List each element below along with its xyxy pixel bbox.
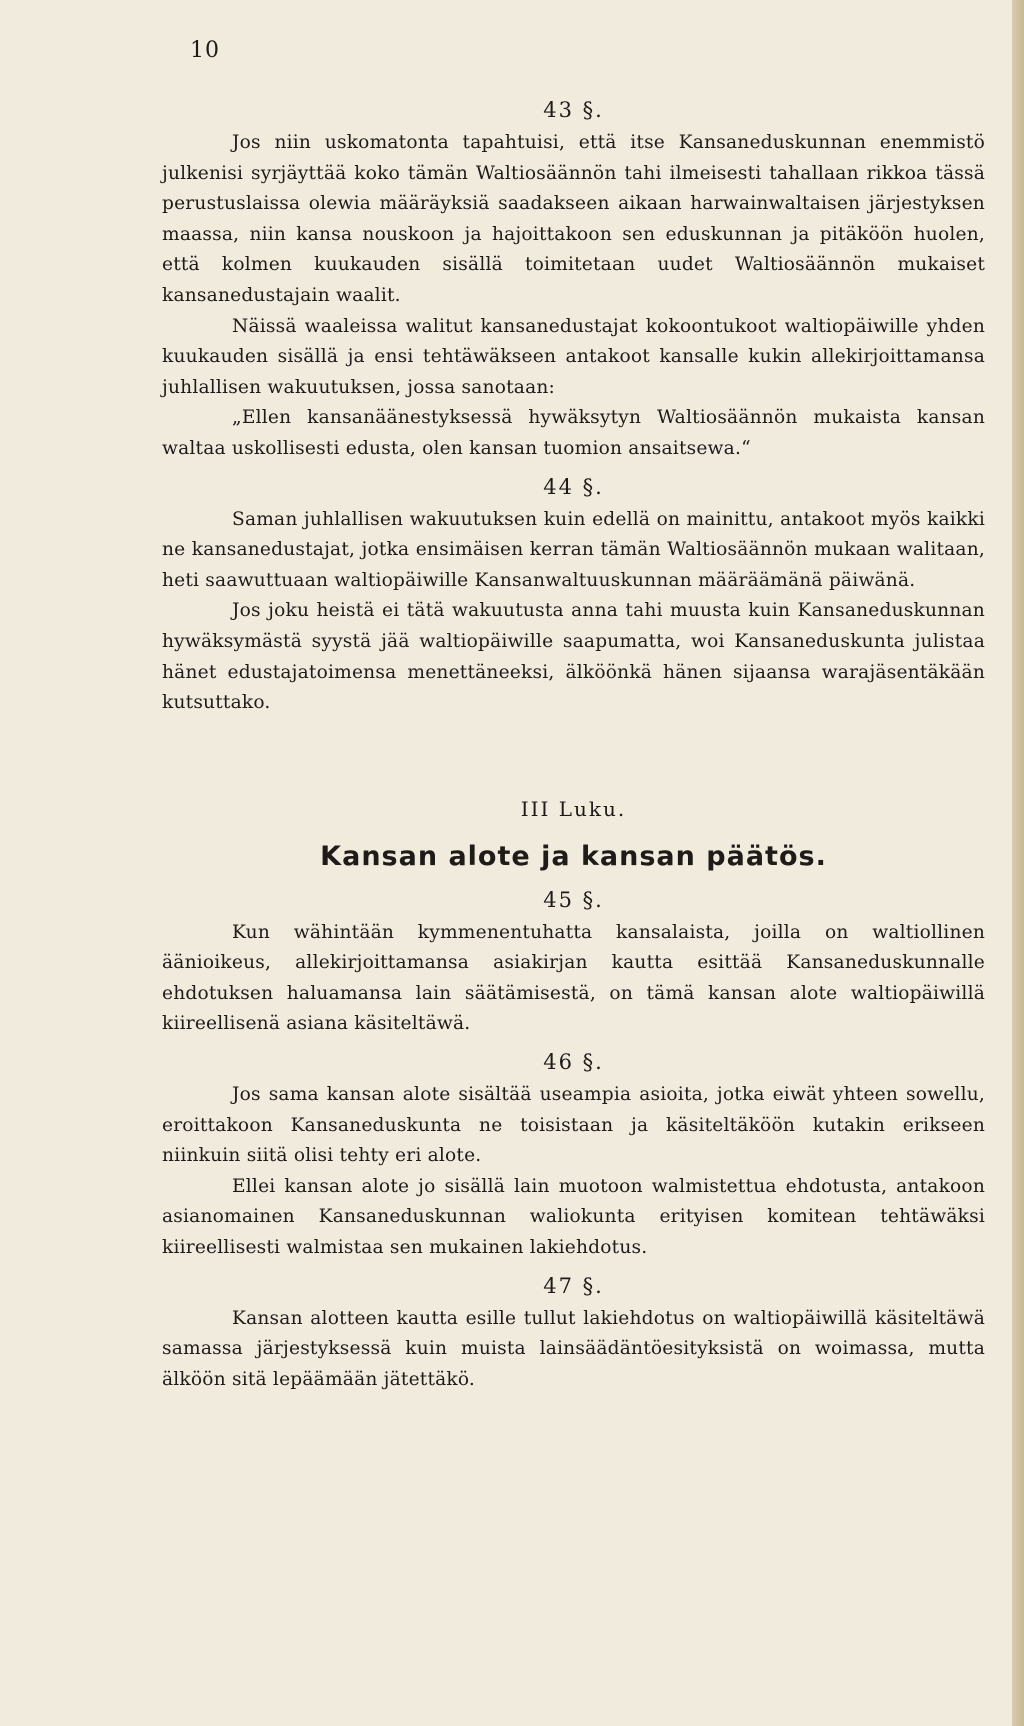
page-text bbox=[162, 96, 985, 1395]
section-43-heading: 43 §. bbox=[543, 98, 604, 122]
section-46-heading: 46 §. bbox=[543, 1050, 604, 1075]
section-44-paragraph-2: Jos joku heistä ei tätä wakuutusta anna tahi muusta kuin Kansaneduskunnan hywäksymästä syystä jää waltiopäiwille saapumatta, woi Kansaneduskunta julistaa hänet edustajatoimensa menettäneeksi, älköönkä hänen sijaansa warajäsentäkään kutsuttako. bbox=[162, 600, 985, 714]
section-45-heading: 45 §. bbox=[543, 887, 604, 912]
page-edge bbox=[1012, 0, 1024, 1726]
section-44-heading: 44 §. bbox=[543, 474, 604, 499]
section-47-paragraph-1: Kansan alotteen kautta esille tullut lakiehdotus on waltiopäiwillä käsiteltäwä samassa järjestyksessä kuin muista lainsäädäntöesityksistä on woimassa, mutta älköön sitä lepäämään jätettäkö. bbox=[162, 1307, 985, 1390]
section-47-heading: 47 §. bbox=[543, 1273, 604, 1298]
page-number: 10 bbox=[190, 38, 220, 63]
section-45-paragraph-1: Kun wähintään kymmenentuhatta kansalaista, joilla on waltiollinen äänioikeus, allekirjoittamansa asiakirjan kautta esittää Kansaneduskunnalle ehdotuksen haluamansa lain säätämisestä, on tämä kansan alote waltiopäiwillä kiireellisenä asiana käsiteltäwä. bbox=[162, 921, 985, 1035]
section-46-paragraph-1: Jos sama kansan alote sisältää useampia asioita, jotka eiwät yhteen sowellu, eroittakoon Kansaneduskunta ne toisistaan ja käsiteltäköön kutakin erikseen niinkuin siitä olisi tehty eri alote. bbox=[162, 1084, 985, 1167]
chapter-label: III Luku. bbox=[520, 796, 627, 821]
section-43-oath-quote: „Ellen kansanäänestyksessä hywäksytyn Waltiosäännön mukaista kansan waltaa uskollisesti edusta, olen kansan tuomion ansaitsewa.“ bbox=[162, 407, 985, 459]
section-43-paragraph-2: Näissä waaleissa walitut kansanedustajat kokoontukoot waltiopäiwille yhden kuukauden sisällä ja ensi tehtäwäkseen antakoot kansalle kukin allekirjoittamansa juhlallisen wakuutuksen, jossa sanotaan: bbox=[162, 315, 985, 398]
section-44-paragraph-1: Saman juhlallisen wakuutuksen kuin edellä on mainittu, antakoot myös kaikki ne kansanedustajat, jotka ensimäisen kerran tämän Waltiosäännön mukaan walitaan, heti saawuttuaan waltiopäiwille Kansanwaltuuskunnan määräämänä päiwänä. bbox=[162, 508, 985, 591]
section-43-paragraph-1: Jos niin uskomatonta tapahtuisi, että itse Kansaneduskunnan enemmistö julkenisi syrjäyttää koko tämän Waltiosäännön tahi ilmeisesti tahallaan rikkoa tässä perustuslaissa olewia määräyksiä saadakseen aikaan harwainwaltaisen järjestyksen maassa, niin kansa nouskoon ja hajoittakoon sen eduskunnan ja pitäköön huolen, että kolmen kuukauden sisällä toimitetaan uudet Waltiosäännön mukaiset kansanedustajain waalit. bbox=[162, 132, 985, 306]
section-46-paragraph-2: Ellei kansan alote jo sisällä lain muotoon walmistettua ehdotusta, antakoon asianomainen Kansaneduskunnan waliokunta erityisen komitean tehtäwäksi kiireellisesti walmistaa sen mukainen lakiehdotus. bbox=[162, 1175, 985, 1259]
chapter-title: Kansan alote ja kansan päätös. bbox=[320, 840, 827, 872]
